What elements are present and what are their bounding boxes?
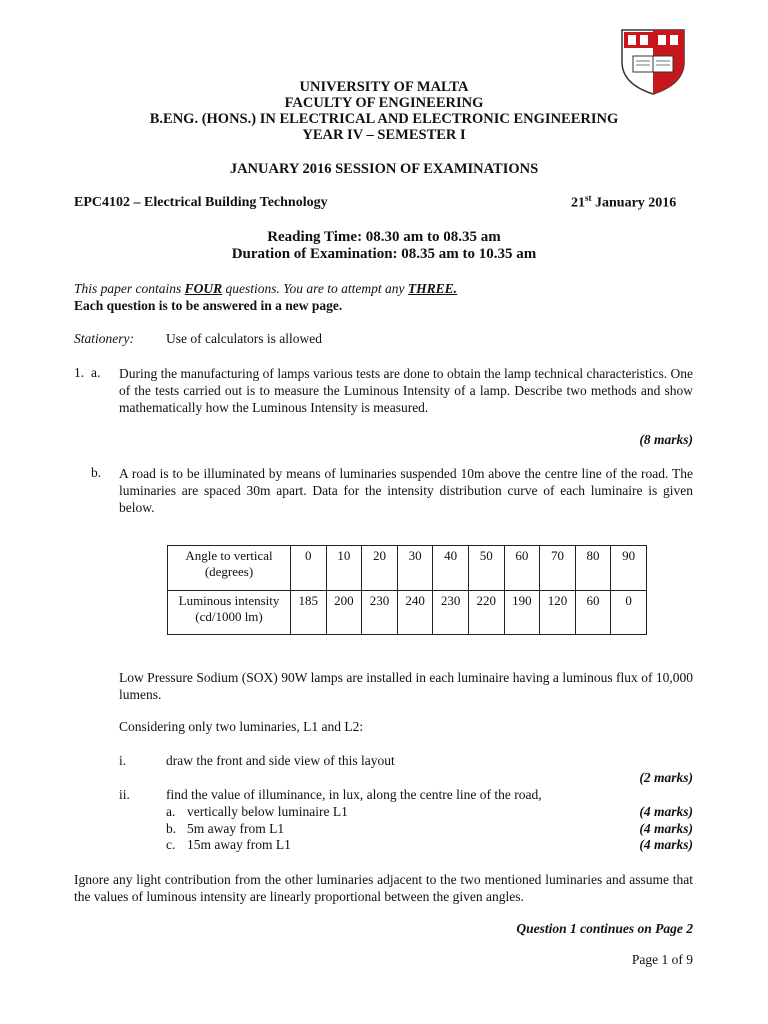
angle-cell: 80	[575, 546, 611, 591]
sub-item-b-marks: (4 marks)	[639, 821, 693, 836]
page-number: Page 1 of 9	[631, 952, 693, 967]
intensity-cell: 240	[397, 590, 433, 635]
three-emphasis: THREE.	[407, 281, 458, 296]
degree-name: B.ENG. (HONS.) IN ELECTRICAL AND ELECTRONIC ENGINEERING	[149, 111, 619, 127]
angle-cell: 60	[504, 546, 540, 591]
item-i-marks: (2 marks)	[639, 770, 693, 785]
date-day: 21	[571, 195, 585, 211]
exam-duration: Duration of Examination: 08.35 am to 10.35 am	[231, 246, 537, 262]
reading-time: Reading Time: 08.30 am to 08.35 am	[267, 229, 501, 245]
sub-item-c-marks: (4 marks)	[639, 837, 693, 852]
part-a-label: a.	[91, 365, 101, 380]
intensity-cell: 230	[433, 590, 469, 635]
item-ii-label: ii.	[119, 787, 130, 802]
angle-cell: 90	[611, 546, 647, 591]
intensity-row	[168, 590, 647, 635]
stationery-label: Stationery:	[74, 331, 134, 346]
session-title: JANUARY 2016 SESSION OF EXAMINATIONS	[229, 161, 539, 177]
new-page-instruction: Each question is to be answered in a new page.	[74, 298, 343, 313]
intensity-header: Luminous intensity (cd/1000 lm)	[168, 590, 291, 635]
faculty-name: FACULTY OF ENGINEERING	[284, 95, 484, 111]
course-title: EPC4102 – Electrical Building Technology	[74, 195, 328, 210]
sub-item-c-text: 15m away from L1	[187, 837, 291, 852]
angle-cell: 40	[433, 546, 469, 591]
lamps-text: Low Pressure Sodium (SOX) 90W lamps are installed in each luminaire having a luminous flux of 10,000 lumens.	[119, 670, 693, 702]
intensity-cell: 60	[575, 590, 611, 635]
instructions-text-1: This paper contains	[74, 281, 185, 296]
exam-date	[571, 193, 676, 212]
item-ii-text: find the value of illuminance, in lux, along the centre line of the road,	[166, 787, 542, 802]
date-rest: January 2016	[591, 195, 677, 211]
intensity-table	[167, 545, 647, 635]
intensity-cell: 220	[468, 590, 504, 635]
angle-cell: 20	[362, 546, 398, 591]
part-b-text: A road is to be illuminated by means of luminaries suspended 10m above the centre line of the road. The luminaries are spaced 30m apart. Data for the intensity distribution curve of each luminaire is given below.	[119, 466, 693, 515]
item-i-label: i.	[119, 753, 127, 768]
stationery-text: Use of calculators is allowed	[166, 331, 322, 346]
ignore-text: Ignore any light contribution from the other luminaries adjacent to the two mentioned luminaries and assume that the values of luminous intensity are linearly proportional between the given angles.	[74, 872, 693, 904]
year-semester: YEAR IV – SEMESTER I	[302, 127, 466, 143]
intensity-cell: 200	[326, 590, 362, 635]
part-a-marks: (8 marks)	[639, 432, 693, 447]
intensity-cell: 185	[291, 590, 327, 635]
date-suffix: st	[585, 193, 592, 203]
intensity-cell: 0	[611, 590, 647, 635]
instructions-line	[74, 281, 457, 297]
angle-cell: 0	[291, 546, 327, 591]
sub-item-a-text: vertically below luminaire L1	[187, 804, 348, 819]
intensity-cell: 120	[540, 590, 576, 635]
intensity-cell: 230	[362, 590, 398, 635]
question-number: 1.	[74, 365, 85, 380]
angle-cell: 70	[540, 546, 576, 591]
continues-note: Question 1 continues on Page 2	[516, 921, 693, 936]
item-i-text: draw the front and side view of this layout	[166, 753, 395, 768]
sub-item-b-label: b.	[166, 821, 177, 836]
angle-row	[168, 546, 647, 591]
part-a-text: During the manufacturing of lamps various tests are done to obtain the lamp technical characteristics. One of the tests carried out is to measure the Luminous Intensity of a lamp. Describe two methods and show mathematically how the Luminous Intensity is measured.	[119, 366, 693, 415]
sub-item-a-label: a.	[166, 804, 176, 819]
four-emphasis: FOUR	[184, 281, 223, 296]
angle-cell: 50	[468, 546, 504, 591]
sub-item-c-label: c.	[166, 837, 176, 852]
part-b-label: b.	[91, 465, 102, 480]
sub-item-b-text: 5m away from L1	[187, 821, 285, 836]
instructions-text-2: questions. You are to attempt any	[222, 281, 408, 296]
angle-cell: 10	[326, 546, 362, 591]
angle-cell: 30	[397, 546, 433, 591]
intensity-cell: 190	[504, 590, 540, 635]
angle-header: Angle to vertical (degrees)	[168, 546, 291, 591]
sub-item-a-marks: (4 marks)	[639, 804, 693, 819]
considering-text: Considering only two luminaries, L1 and L2:	[119, 719, 364, 734]
university-name: UNIVERSITY OF MALTA	[299, 79, 469, 95]
